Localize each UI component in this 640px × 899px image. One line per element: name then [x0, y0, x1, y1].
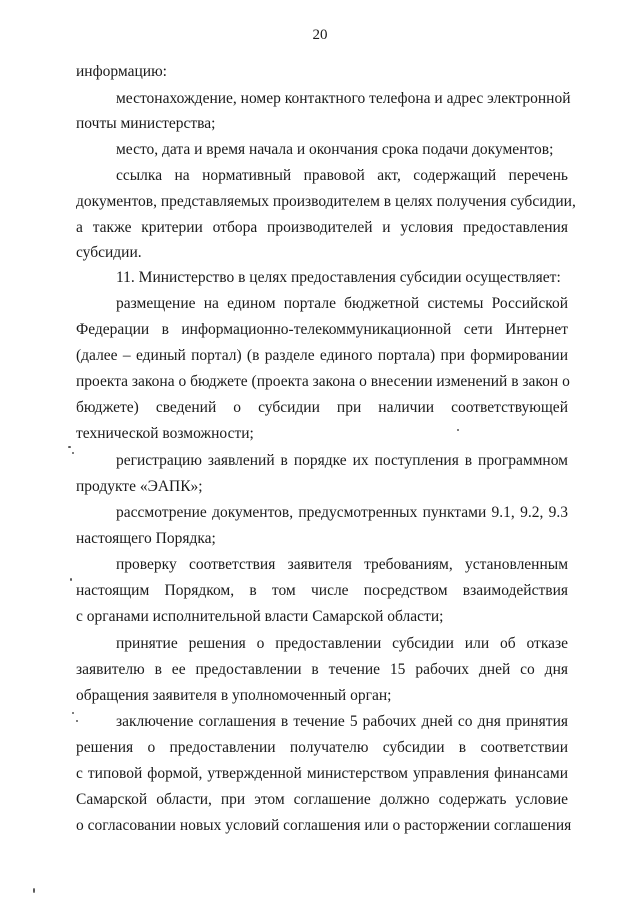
text-line: субсидии.: [76, 244, 142, 261]
scan-speck: [76, 720, 78, 722]
scan-speck: [72, 452, 74, 454]
text-line: ссылка на нормативный правовой акт, содержащий перечень: [116, 167, 568, 184]
text-line: документов, представляемых производителем в целях получения субсидии,: [76, 193, 576, 210]
scan-speck: [457, 429, 459, 431]
text-line: решения о предоставлении получателю субсидии в соответствии: [76, 739, 568, 756]
scan-speck: [70, 578, 72, 581]
text-line: Федерации в информационно-телекоммуникационной сети Интернет: [76, 321, 568, 338]
page-number: 20: [312, 27, 328, 43]
text-line: рассмотрение документов, предусмотренных пунктами 9.1, 9.2, 9.3: [116, 504, 568, 521]
text-line: настоящим Порядком, в том числе посредством взаимодействия: [76, 582, 568, 599]
text-line: с органами исполнительной власти Самарской области;: [76, 608, 444, 625]
text-line: о согласовании новых условий соглашения или о расторжении соглашения: [76, 817, 572, 834]
text-line: технической возможности;: [76, 425, 254, 442]
text-line: обращения заявителя в уполномоченный орган;: [76, 687, 392, 704]
text-line: проекта закона о бюджете (проекта закона о внесении изменений в закон о: [76, 373, 570, 390]
text-line: принятие решения о предоставлении субсидии или об отказе: [116, 635, 568, 652]
text-line: настоящего Порядка;: [76, 530, 216, 547]
text-line: почты министерства;: [76, 115, 216, 132]
text-line: продукте «ЭАПК»;: [76, 478, 203, 495]
scan-speck: [33, 888, 35, 893]
text-line: размещение на едином портале бюджетной системы Российской: [116, 295, 568, 312]
text-line: бюджете) сведений о субсидии при наличии соответствующей: [76, 399, 568, 416]
text-line: заявителю в ее предоставлении в течение 15 рабочих дней со дня: [76, 661, 568, 678]
text-line: а также критерии отбора производителей и условия предоставления: [76, 219, 568, 236]
text-line: (далее – единый портал) (в разделе единого портала) при формировании: [76, 347, 568, 364]
text-line: проверку соответствия заявителя требованиям, установленным: [116, 556, 568, 573]
text-line: местонахождение, номер контактного телефона и адрес электронной: [116, 90, 571, 107]
text-line: 11. Министерство в целях предоставления субсидии осуществляет:: [116, 269, 561, 286]
text-line: регистрацию заявлений в порядке их поступления в программном: [116, 452, 568, 469]
scan-speck: [72, 712, 74, 714]
text-line: с типовой формой, утвержденной министерством управления финансами: [76, 765, 568, 782]
text-line: Самарской области, при этом соглашение должно содержать условие: [76, 791, 568, 808]
text-line: место, дата и время начала и окончания срока подачи документов;: [116, 141, 554, 158]
scan-speck: [68, 446, 71, 448]
text-line: заключение соглашения в течение 5 рабочих дней со дня принятия: [116, 713, 568, 730]
text-line: информацию:: [76, 63, 167, 80]
